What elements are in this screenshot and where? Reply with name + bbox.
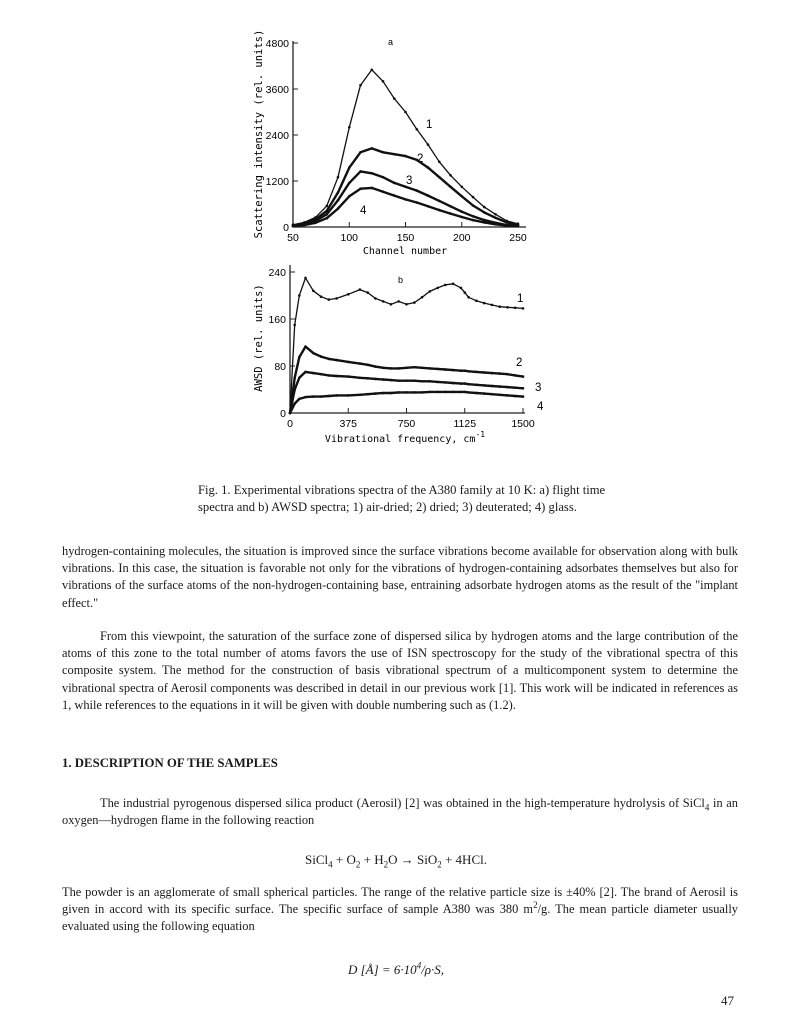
panel-a-series-3-point bbox=[461, 210, 464, 213]
panel-b-series-4-point bbox=[467, 391, 470, 394]
panel-a-x-tick-label: 250 bbox=[509, 232, 527, 244]
panel-b-series-2-point bbox=[475, 371, 478, 374]
panel-b-series-1-point bbox=[405, 303, 408, 306]
panel-b-series-1-point bbox=[429, 290, 432, 293]
panel-b-series-1-label: 1 bbox=[517, 293, 524, 305]
panel-a-series-3-point bbox=[438, 200, 441, 203]
panel-b-series-1-point bbox=[421, 296, 424, 299]
panel-b-series-1-point bbox=[293, 324, 296, 327]
panel-a-y-label: Scattering intensity (rel. units) bbox=[253, 29, 265, 239]
panel-a-series-4-point bbox=[292, 225, 295, 228]
panel-a-series-1-point bbox=[382, 80, 385, 83]
panel-a-series-1-point bbox=[461, 186, 464, 189]
panel-b-series-3-point bbox=[464, 382, 467, 385]
panel-b-series-4-point bbox=[359, 394, 362, 397]
panel-b-series-2-point bbox=[397, 367, 400, 370]
panel-a-series-2-point bbox=[427, 166, 430, 169]
panel-a-x-tick-label: 150 bbox=[396, 232, 415, 244]
panel-a-series-1-point bbox=[404, 111, 407, 114]
panel-a-series-2-point bbox=[404, 155, 407, 158]
panel-b-series-2-point bbox=[405, 367, 408, 370]
panel-b-series-1-point bbox=[304, 277, 307, 280]
panel-a-series-4-point bbox=[427, 205, 430, 208]
panel-a-series-4-point bbox=[438, 209, 441, 212]
panel-a-series-4-label: 4 bbox=[360, 205, 367, 217]
panel-b-series-4-point bbox=[335, 394, 338, 397]
panel-b-series-1-point bbox=[483, 302, 486, 305]
panel-b-series-2-label: 2 bbox=[516, 357, 523, 369]
panel-a-series-3-point bbox=[416, 189, 419, 192]
panel-a-series-4-point bbox=[371, 187, 374, 190]
reaction-equation: SiCl$_4$ + $O_2 + H_2O \to SiO_2 + 4HCl$. bbox=[305, 852, 487, 870]
panel-b-series-4-point bbox=[522, 395, 525, 398]
panel-b-series-3-point bbox=[304, 371, 307, 374]
panel-a-y-tick-label: 3600 bbox=[265, 84, 289, 96]
panel-b-series-2-point bbox=[298, 356, 301, 359]
panel-b-series-2-point bbox=[522, 375, 525, 378]
panel-a-series-4-point bbox=[359, 187, 362, 190]
panel-b-series-1-point bbox=[444, 284, 447, 287]
panel-b-series-2-point bbox=[444, 368, 447, 371]
panel-b-series-4-point bbox=[298, 398, 301, 401]
panel-b-series-4-point bbox=[293, 402, 296, 405]
panel-a-series-3-point bbox=[449, 205, 452, 208]
panel-b-series-4-point bbox=[289, 412, 292, 415]
panel-a-series-4-point bbox=[416, 201, 419, 204]
panel-b-series-1-point bbox=[514, 307, 517, 310]
panel-b-series-2-point bbox=[413, 366, 416, 369]
panel-b-series-2-point bbox=[328, 358, 331, 361]
panel-a-series-2-point bbox=[359, 151, 362, 154]
panel-a-series-3-label: 3 bbox=[406, 175, 413, 187]
panel-b-series-4-label: 4 bbox=[537, 401, 544, 413]
panel-b-series-1-point bbox=[460, 287, 463, 290]
panel-a-label: a bbox=[388, 37, 394, 47]
panel-a-series-4-point bbox=[326, 217, 329, 220]
figure-1 bbox=[0, 0, 792, 470]
panel-b-series-4-point bbox=[390, 392, 393, 395]
panel-b-series-3-point bbox=[522, 387, 525, 390]
panel-b-series-2-point bbox=[421, 367, 424, 370]
panel-a-series-1-point bbox=[416, 128, 419, 131]
panel-a-series-1-point bbox=[326, 205, 329, 208]
panel-b-x-tick-label: 1125 bbox=[453, 418, 477, 430]
panel-a-series-1-point bbox=[438, 161, 441, 164]
panel-b-series-3-point bbox=[293, 388, 296, 391]
panel-b-series-1-point bbox=[347, 293, 350, 296]
panel-b-label: b bbox=[398, 275, 404, 285]
panel-b-series-1-point bbox=[522, 307, 525, 310]
panel-a-series-1-point bbox=[472, 196, 475, 199]
panel-b-series-2-point bbox=[467, 370, 470, 373]
panel-a-series-1-point bbox=[427, 143, 430, 146]
panel-b-series-4-point bbox=[506, 394, 509, 397]
panel-b-series-1-point bbox=[506, 306, 509, 309]
panel-b-series-2-point bbox=[464, 369, 467, 372]
panel-a-series-2-point bbox=[483, 211, 486, 214]
paragraph-1: hydrogen-containing molecules, the situation is improved since the surface vibrations become available for observation along with bulk vibrations. In this case, the situation is favorable not only for the vibrations of hydrogen-containing adsorbates themselves but also for vibrations of the surface atoms of the non-hydrogen-containing base, entraining adsorbate hydrogen atoms as the result of the "implant effect." bbox=[62, 544, 738, 610]
panel-a-series-4-point bbox=[472, 219, 475, 222]
panel-b-series-2-point bbox=[335, 359, 338, 362]
panel-b-series-3-point bbox=[421, 380, 424, 383]
panel-b-series-2-point bbox=[460, 369, 463, 372]
panel-a-series-3-point bbox=[371, 172, 374, 175]
panel-b-series-3-point bbox=[467, 383, 470, 386]
panel-b-series-4-point bbox=[328, 395, 331, 398]
panel-b-series-4-point bbox=[374, 392, 377, 395]
panel-a-series-3-point bbox=[472, 215, 475, 218]
panel-b-series-4-point bbox=[421, 391, 424, 394]
panel-a-series-4-point bbox=[517, 225, 520, 228]
panel-a-series-4-point bbox=[393, 194, 396, 197]
paragraph-2: From this viewpoint, the saturation of the surface zone of dispersed silica by hydrogen atoms and the large contribution of the atoms of this zone to the total number of atoms favors the use of ISN spectroscopy for the study of the vibrational spectra of this composite system. The method for the construction of basis vibrational spectrum of a multicomponent system to determine the vibrational spectra of Aerosil components was described in detail in our previous work [1]. This work will be indicated in references as 1, while references to the equations in it will be given with double numbering such as (1.2). bbox=[62, 629, 738, 712]
panel-b-series-3-point bbox=[506, 386, 509, 389]
panel-a-series-1-point bbox=[359, 84, 362, 87]
panel-a-series-4-point bbox=[404, 198, 407, 201]
panel-b-series-3-point bbox=[298, 377, 301, 380]
panel-b-series-1-point bbox=[298, 294, 301, 297]
panel-b-series-4-point bbox=[452, 391, 455, 394]
panel-b-series-1-point bbox=[475, 300, 478, 303]
panel-b-series-3-point bbox=[514, 386, 517, 389]
panel-b-y-tick-label: 160 bbox=[268, 314, 286, 326]
panel-b-series-2-point bbox=[320, 355, 323, 358]
panel-a-series-4-point bbox=[494, 223, 497, 226]
panel-b-series-4-point bbox=[397, 391, 400, 394]
panel-b-series-3-point bbox=[405, 379, 408, 382]
panel-a-series-2-point bbox=[337, 191, 340, 194]
panel-b-series-1-point bbox=[413, 301, 416, 304]
panel-b-series-2-point bbox=[347, 361, 350, 364]
panel-b-series-3-point bbox=[475, 384, 478, 387]
panel-b-series-4-point bbox=[382, 392, 385, 395]
panel-a-series-4-point bbox=[483, 221, 486, 224]
panel-b-series-2-point bbox=[506, 373, 509, 376]
panel-b bbox=[253, 265, 544, 445]
panel-a-series-2-label: 2 bbox=[417, 153, 424, 165]
panel-a-series-3-point bbox=[326, 213, 329, 216]
panel-b-series-2-point bbox=[366, 364, 369, 367]
panel-a-series-1-point bbox=[483, 206, 486, 209]
panel-b-series-2-point bbox=[382, 367, 385, 370]
panel-b-series-3-point bbox=[390, 379, 393, 382]
panel-b-series-1-point bbox=[312, 290, 315, 293]
paragraph-4: The powder is an agglomerate of small spherical particles. The range of the relative particle size is ±40% [2]. The brand of Aerosil is given in accord with its specific surface. The specific surface of sample A380 was 380 $m^2/g$. The mean particle diameter usually evaluated using the following equation bbox=[62, 885, 738, 934]
panel-a-series-1-point bbox=[393, 97, 396, 100]
panel-a-y-tick-label: 0 bbox=[283, 222, 289, 234]
panel-a-series-1-point bbox=[337, 176, 340, 179]
panel-a-series-3-point bbox=[427, 194, 430, 197]
panel-b-series-1-point bbox=[464, 291, 467, 294]
panel-b-series-3-point bbox=[436, 381, 439, 384]
panel-b-series-4-point bbox=[498, 394, 501, 397]
panel-a-series-1-line bbox=[293, 70, 518, 225]
panel-a-x-label: Channel number bbox=[362, 246, 448, 257]
panel-b-series-4-point bbox=[347, 394, 350, 397]
panel-b-x-label: Vibrational frequency, $cm^{-1}$ bbox=[324, 430, 486, 445]
panel-a-series-4-point bbox=[303, 224, 306, 227]
panel-a-series-3-point bbox=[348, 182, 351, 185]
page-number: 47 bbox=[721, 993, 734, 1008]
panel-a-series-2-point bbox=[438, 176, 441, 179]
panel-b-series-3-point bbox=[413, 379, 416, 382]
panel-b-series-2-point bbox=[436, 368, 439, 371]
panel-b-series-1-point bbox=[374, 297, 377, 300]
panel-b-series-1-point bbox=[366, 291, 369, 294]
panel-a-series-3-point bbox=[337, 199, 340, 202]
panel-b-series-4-point bbox=[405, 391, 408, 394]
panel-a-series-2-point bbox=[506, 221, 509, 224]
panel-b-series-3-point bbox=[498, 385, 501, 388]
panel-b-series-3-point bbox=[444, 381, 447, 384]
panel-b-series-2-point bbox=[452, 369, 455, 372]
panel-b-series-3-point bbox=[328, 374, 331, 377]
panel-a-series-2-point bbox=[348, 166, 351, 169]
panel-b-series-3-point bbox=[366, 377, 369, 380]
panel-b-series-4-point bbox=[304, 396, 307, 399]
panel-b-series-1-point bbox=[390, 303, 393, 306]
panel-b-series-4-point bbox=[436, 391, 439, 394]
panel-b-series-3-point bbox=[483, 384, 486, 387]
panel-b-series-2-point bbox=[483, 371, 486, 374]
panel-b-series-3-point bbox=[460, 382, 463, 385]
panel-a-series-2-point bbox=[371, 147, 374, 150]
panel-b-y-tick-label: 0 bbox=[280, 408, 286, 420]
panel-b-series-2-point bbox=[514, 374, 517, 377]
panel-b-series-4-point bbox=[460, 391, 463, 394]
panel-a-series-4-point bbox=[314, 222, 317, 225]
panel-a-series-4-point bbox=[337, 207, 340, 210]
panel-b-series-2-point bbox=[498, 372, 501, 375]
panel-b-series-1-point bbox=[397, 300, 400, 303]
panel-b-series-3-point bbox=[347, 375, 350, 378]
panel-a-x-tick-label: 200 bbox=[452, 232, 471, 244]
panel-b-series-4-point bbox=[514, 395, 517, 398]
panel-b-series-4-point bbox=[413, 391, 416, 394]
panel-a-series-4-point bbox=[461, 216, 464, 219]
panel-b-series-2-point bbox=[304, 345, 307, 348]
panel-b-series-4-point bbox=[429, 391, 432, 394]
panel-b-series-4-point bbox=[483, 392, 486, 395]
panel-b-x-tick-label: 1500 bbox=[511, 418, 535, 430]
panel-b-series-4-point bbox=[444, 391, 447, 394]
panel-b-series-3-point bbox=[320, 373, 323, 376]
panel-b-series-2-point bbox=[429, 367, 432, 370]
panel-b-series-1-point bbox=[491, 304, 494, 307]
panel-b-series-3-point bbox=[312, 372, 315, 375]
panel-b-series-3-point bbox=[374, 378, 377, 381]
panel-a-series-2-point bbox=[382, 151, 385, 154]
panel-a-y-tick-label: 1200 bbox=[265, 176, 289, 188]
panel-b-series-3-point bbox=[382, 378, 385, 381]
panel-b-series-4-point bbox=[366, 393, 369, 396]
panel-a-series-1-point bbox=[371, 69, 374, 72]
panel-a-series-4-point bbox=[382, 190, 385, 193]
panel-a-series-1-point bbox=[348, 126, 351, 129]
panel-b-series-1-point bbox=[359, 288, 362, 291]
panel-b-series-2-point bbox=[293, 377, 296, 380]
panel-b-series-2-point bbox=[312, 352, 315, 355]
panel-b-series-4-point bbox=[491, 393, 494, 396]
panel-b-series-1-point bbox=[498, 305, 501, 308]
panel-b-series-3-label: 3 bbox=[535, 382, 542, 394]
panel-b-series-3-point bbox=[429, 380, 432, 383]
section-heading: 1. DESCRIPTION OF THE SAMPLES bbox=[62, 756, 278, 770]
panel-b-y-tick-label: 240 bbox=[268, 267, 286, 279]
panel-a-series-1-point bbox=[449, 174, 452, 177]
panel-b-series-2-point bbox=[374, 365, 377, 368]
panel-b-series-1-point bbox=[328, 298, 331, 301]
panel-a-y-tick-label: 2400 bbox=[265, 130, 289, 142]
panel-b-series-3-point bbox=[491, 385, 494, 388]
panel-a-y-tick-label: 4800 bbox=[265, 38, 289, 50]
panel-b-series-1-point bbox=[467, 296, 470, 299]
paragraph-3: The industrial pyrogenous dispersed silica product (Aerosil) [2] was obtained in the high-temperature hydrolysis of SiCl$_4$ in an oxygen—hydrogen flame in the following reaction bbox=[62, 796, 739, 828]
panel-b-series-1-point bbox=[436, 287, 439, 290]
panel-b-series-3-point bbox=[359, 377, 362, 380]
panel-a-x-tick-label: 100 bbox=[340, 232, 359, 244]
panel-a-series-2-point bbox=[449, 186, 452, 189]
panel-b-series-3-point bbox=[397, 379, 400, 382]
panel-b-x-tick-label: 375 bbox=[339, 418, 358, 430]
panel-a-series-2-point bbox=[494, 217, 497, 220]
panel-b-series-4-point bbox=[320, 395, 323, 398]
panel-b-series-4-point bbox=[464, 391, 467, 394]
panel-b-y-tick-label: 80 bbox=[274, 361, 286, 373]
figure-caption: Fig. 1. Experimental vibrations spectra of the A380 family at 10 K: a) flight time spectra and b) AWSD spectra; 1) air-dried; 2) dried; 3) deuterated; 4) glass. bbox=[198, 483, 606, 514]
panel-a-series-2-point bbox=[393, 153, 396, 156]
panel-b-x-tick-label: 0 bbox=[287, 418, 293, 430]
panel-b-series-3-point bbox=[335, 375, 338, 378]
panel-a-x-tick-label: 50 bbox=[287, 232, 299, 244]
panel-b-series-2-point bbox=[390, 367, 393, 370]
panel-a-series-4-point bbox=[348, 195, 351, 198]
panel-b-series-1-point bbox=[320, 295, 323, 298]
panel-a-series-1-point bbox=[494, 213, 497, 216]
panel-b-series-3-point bbox=[452, 382, 455, 385]
panel-b-series-2-point bbox=[359, 362, 362, 365]
panel-b-series-1-point bbox=[335, 297, 338, 300]
panel-a-series-2-point bbox=[472, 204, 475, 207]
panel-a-series-4-point bbox=[449, 212, 452, 215]
diameter-equation: D [Å] = $6\cdot 10^4/\rho\cdot S$, bbox=[347, 960, 445, 977]
panel-a-series-3-point bbox=[382, 176, 385, 179]
panel-b-series-1-point bbox=[382, 300, 385, 303]
panel-b-y-label: AWSD (rel. units) bbox=[253, 284, 265, 392]
panel-a-series-2-point bbox=[461, 195, 464, 198]
panel-a-series-1-label: 1 bbox=[426, 119, 433, 131]
panel-b-series-4-point bbox=[475, 392, 478, 395]
panel-a-series-4-point bbox=[506, 224, 509, 227]
panel-b-x-tick-label: 750 bbox=[397, 418, 416, 430]
panel-a-series-3-point bbox=[393, 182, 396, 185]
panel-b-series-4-point bbox=[312, 395, 315, 398]
panel-a-series-3-point bbox=[359, 170, 362, 173]
panel-a bbox=[253, 30, 527, 257]
panel-b-series-1-point bbox=[452, 283, 455, 286]
panel-b-series-2-point bbox=[491, 372, 494, 375]
